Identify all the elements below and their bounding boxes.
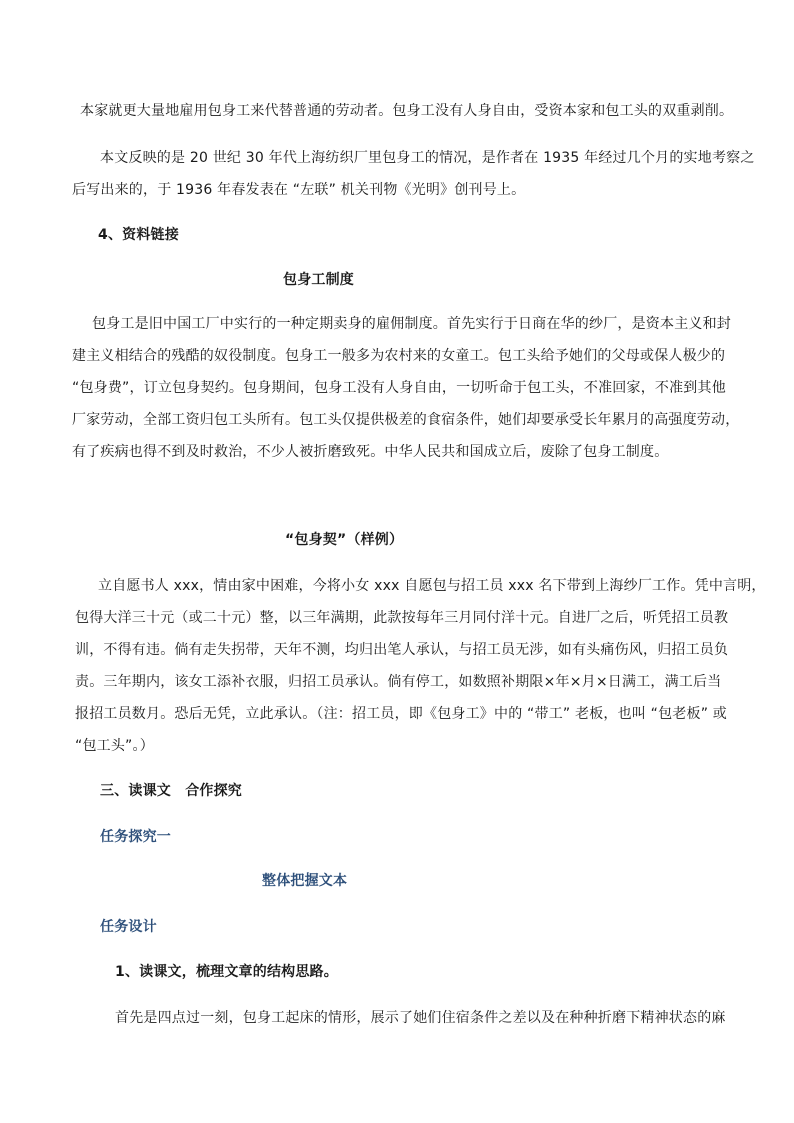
paragraph-background-line-2: 后写出来的，于 1936 年春发表在 “左联” 机关刊物《光明》创刊号上。 [72,182,526,198]
system-line-2: 建主义相结合的残酷的奴役制度。包身工一般多为农村来的女童工。包工头给予她们的父母或保人极少的 [72,348,726,364]
system-line-3: “包身费”，订立包身契约。包身期间，包身工没有人身自由，一切听命于包工头，不准回家，不准到其他 [72,380,726,396]
step-1-heading: 1、读课文，梳理文章的结构思路。 [115,964,338,980]
system-line-5: 有了疾病也得不到及时救治，不少人被折磨致死。中华人民共和国成立后，废除了包身工制度。 [72,444,669,460]
system-line-4: 厂家劳动，全部工资归包工头所有。包工头仅提供极差的食宿条件，她们却要承受长年累月的高强度劳动， [72,412,740,428]
subheading-system: 包身工制度 [283,272,354,288]
paragraph-intro-end: 本家就更大量地雇用包身工来代替普通的劳动者。包身工没有人身自由，受资本家和包工头的双重剥削。 [80,103,734,119]
contract-line-6: “包工头”。） [75,738,154,754]
design-label: 任务设计 [100,919,157,935]
section-three-heading: 三、读课文 合作探究 [100,783,242,799]
paragraph-background-line-1: 本文反映的是 20 世纪 30 年代上海纺织厂里包身工的情况，是作者在 1935 年经过几个月的实地考察之 [100,150,755,166]
contract-line-3: 训，不得有违。倘有走失拐带，天年不测，均归出笔人承认，与招工员无涉，如有头痛伤风，归招工员负 [75,642,729,658]
section-heading-material-link: 4、资料链接 [98,227,179,243]
step-1-text: 首先是四点过一刻，包身工起床的情形，展示了她们住宿条件之差以及在种种折磨下精神状态的麻 [115,1010,726,1026]
task-label: 任务探究一 [100,829,171,845]
contract-title: “包身契”（样例） [285,532,404,548]
contract-line-5: 报招工员数月。恐后无凭，立此承认。（注：招工员，即《包身工》中的 “带工” 老板，也叫 “包老板” 或 [75,706,728,722]
contract-line-1: 立自愿书人 xxx，情由家中困难，今将小女 xxx 自愿包与招工员 xxx 名下带到上海纱厂工作。凭中言明， [98,578,766,594]
contract-line-4: 责。三年期内，该女工添补衣服，归招工员承认。倘有停工，如数照补期限×年×月×日满工，满工后当 [75,674,722,690]
system-line-1: 包身工是旧中国工厂中实行的一种定期卖身的雇佣制度。首先实行于日商在华的纱厂，是资本主义和封 [92,316,731,332]
task-title: 整体把握文本 [262,873,348,889]
contract-line-2: 包得大洋三十元（或二十元）整，以三年满期，此款按每年三月同付洋十元。自进厂之后，听凭招工员教 [75,610,729,626]
